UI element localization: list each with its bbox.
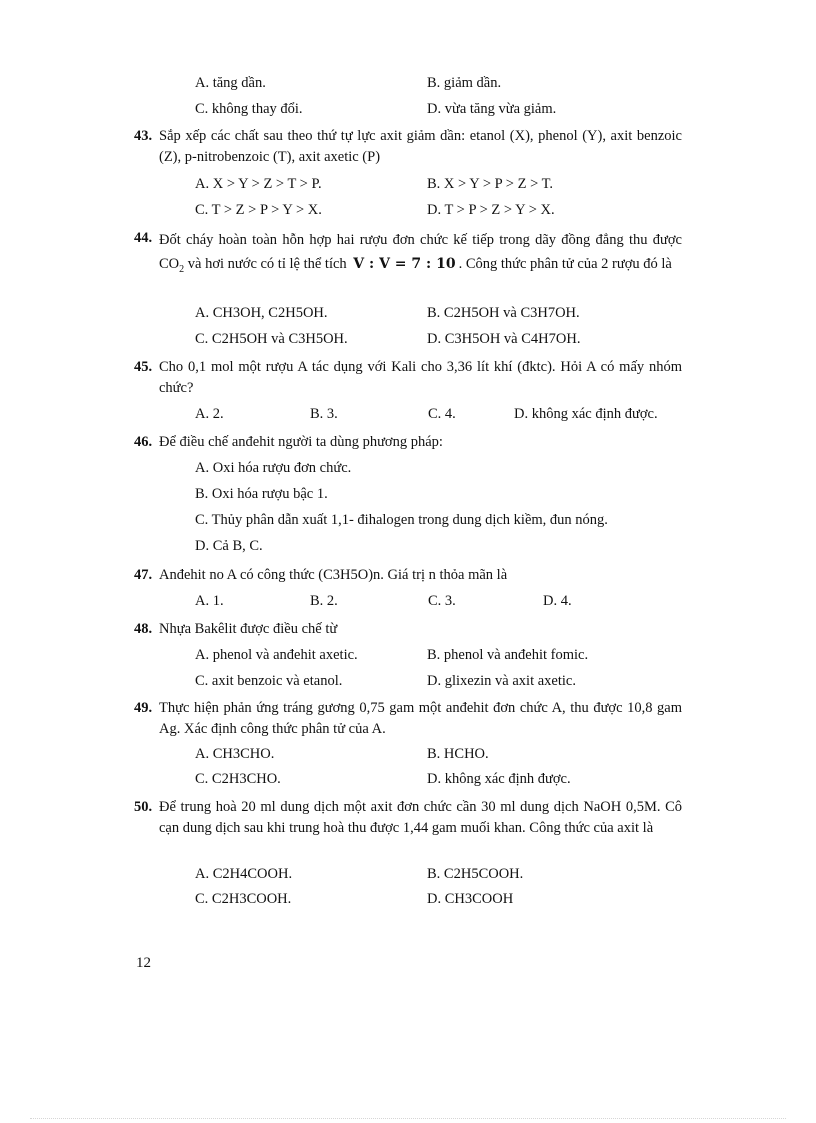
- option-c: C. 3.: [428, 593, 456, 609]
- question-46: [134, 432, 682, 453]
- option-a: A. 2.: [195, 406, 224, 422]
- question-text: Sắp xếp các chất sau theo thứ tự lực axit giảm dần: etanol (X), phenol (Y), axit benzoic (Z), p-nitrobenzoic (T), axit axetic (P): [159, 128, 682, 165]
- option-c: C. 4.: [428, 406, 456, 422]
- option-a: A. tăng dần.: [195, 75, 266, 91]
- option-d: D. Cả B, C.: [195, 538, 263, 554]
- option-c: C. C2H3COOH.: [195, 891, 292, 907]
- question-47: [134, 565, 682, 586]
- question-text: Để điều chế anđehit người ta dùng phương pháp:: [159, 434, 443, 450]
- option-b: B. X > Y > P > Z > T.: [427, 176, 554, 192]
- option-a: A. C2H4COOH.: [195, 866, 293, 882]
- question-number: 44.: [134, 230, 153, 246]
- question-text: Đốt cháy hoàn toàn hỗn hợp hai rượu đơn chức kế tiếp trong dãy đồng đẳng thu được $CO_2$ và hơi nước có tỉ lệ thể tích V : V = 7 : 10 . Công thức phân tử của 2 rượu đó là: [159, 232, 682, 275]
- page-bottom-rule: [30, 1118, 786, 1119]
- option-d: D. T > P > Z > Y > X.: [427, 202, 555, 218]
- option-d: D. không xác định được.: [427, 771, 571, 787]
- option-c: C. axit benzoic và etanol.: [195, 673, 343, 689]
- option-d: D. 4.: [543, 593, 572, 609]
- question-number: 48.: [134, 621, 153, 637]
- question-number: 45.: [134, 359, 153, 375]
- option-b: B. 2.: [310, 593, 338, 609]
- question-number: 47.: [134, 567, 153, 583]
- question-text: Anđehit no A có công thức (C3H5O)n. Giá trị n thỏa mãn là: [159, 567, 508, 583]
- option-a: A. X > Y > Z > T > P.: [195, 176, 322, 192]
- question-43: [134, 126, 682, 168]
- option-a: A. 1.: [195, 593, 224, 609]
- option-d: D. glixezin và axit axetic.: [427, 673, 576, 689]
- option-d: D. CH3COOH: [427, 891, 514, 907]
- option-b: B. HCHO.: [427, 746, 489, 762]
- question-text: Nhựa Bakêlit được điều chế từ: [159, 621, 338, 637]
- question-text: Thực hiện phản ứng tráng gương 0,75 gam một anđehit đơn chức A, thu được 10,8 gam Ag. Xác định công thức phân tử của A.: [159, 700, 682, 737]
- question-number: 49.: [134, 700, 153, 716]
- option-d: D. không xác định được.: [514, 406, 658, 422]
- option-b: B. C2H5OH và C3H7OH.: [427, 305, 580, 321]
- question-number: 50.: [134, 799, 153, 815]
- option-c: C. không thay đổi.: [195, 101, 303, 117]
- option-c: C. C2H3CHO.: [195, 771, 281, 787]
- question-50: [134, 797, 682, 839]
- option-c: C. C2H5OH và C3H5OH.: [195, 331, 348, 347]
- question-44: [134, 228, 682, 276]
- question-49: [134, 698, 682, 740]
- question-text: Cho 0,1 mol một rượu A tác dụng với Kali cho 3,36 lít khí (đktc). Hỏi A có mấy nhóm chức?: [159, 359, 682, 396]
- volume-ratio-formula: V : V = 7 : 10: [353, 256, 456, 272]
- option-c: C. T > Z > P > Y > X.: [195, 202, 322, 218]
- page-number: 12: [136, 955, 151, 971]
- question-48: [134, 619, 682, 640]
- option-a: A. CH3OH, C2H5OH.: [195, 305, 328, 321]
- option-c: C. Thủy phân dẫn xuất 1,1- đihalogen trong dung dịch kiềm, đun nóng.: [195, 512, 608, 528]
- option-a: A. CH3CHO.: [195, 746, 275, 762]
- option-b: B. C2H5COOH.: [427, 866, 524, 882]
- option-b: B. 3.: [310, 406, 338, 422]
- question-text: Để trung hoà 20 ml dung dịch một axit đơn chức cần 30 ml dung dịch NaOH 0,5M. Cô cạn dung dịch sau khi trung hoà thu được 1,44 gam muối khan. Công thức của axit là: [159, 799, 682, 836]
- option-b: B. giảm dần.: [427, 75, 502, 91]
- option-b: B. phenol và anđehit fomic.: [427, 647, 589, 663]
- option-d: D. C3H5OH và C4H7OH.: [427, 331, 581, 347]
- option-b: B. Oxi hóa rượu bậc 1.: [195, 486, 328, 502]
- question-45: [134, 357, 682, 399]
- question-number: 43.: [134, 128, 153, 144]
- option-a: A. phenol và anđehit axetic.: [195, 647, 358, 663]
- option-a: A. Oxi hóa rượu đơn chức.: [195, 460, 352, 476]
- option-d: D. vừa tăng vừa giảm.: [427, 101, 557, 117]
- question-number: 46.: [134, 434, 153, 450]
